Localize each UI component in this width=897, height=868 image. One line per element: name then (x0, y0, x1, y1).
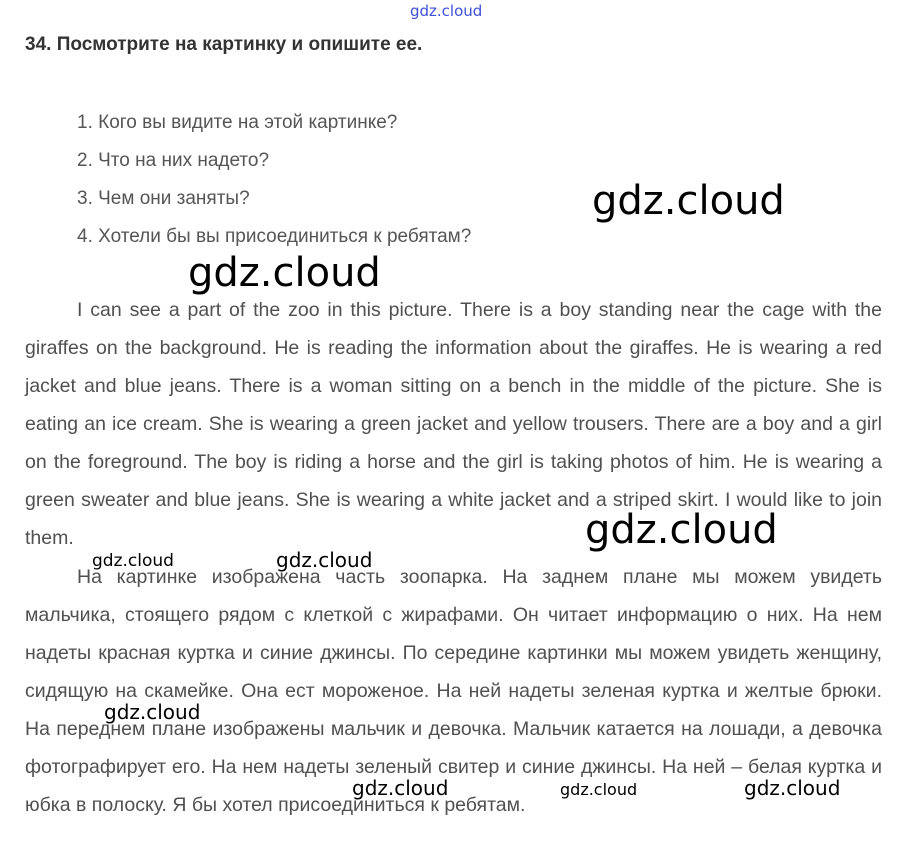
question-item: 1. Кого вы видите на этой картинке? (77, 112, 398, 133)
question-item: 4. Хотели бы вы присоединиться к ребятам? (77, 226, 472, 247)
watermark-big: gdz.cloud (585, 507, 778, 553)
watermark-small: gdz.cloud (104, 700, 201, 724)
question-item: 2. Что на них надето? (77, 150, 270, 171)
watermark-small: gdz.cloud (276, 548, 373, 572)
watermark-small: gdz.cloud (92, 551, 174, 571)
question-item: 3. Чем они заняты? (77, 188, 250, 209)
question-list (77, 110, 471, 262)
answer-russian: На картинке изображена часть зоопарка. На заднем плане мы можем увидеть мальчика, стоящего рядом с клеткой с жирафами. Он читает информацию о них. На нем надеты красная куртка и синие джинсы. По середине картинки мы можем увидеть женщину, сидящую на скамейке. Она ест мороженое. На ней надеты зеленая куртка и желтые брюки. На переднем плане изображены мальчик и девочка. Мальчик катается на лошади, а девочка фотографирует его. На нем надеты зеленый свитер и синие джинсы. На ней – белая куртка и юбка в полоску. Я бы хотел присоединиться к ребятам. (25, 566, 882, 816)
watermark-top: gdz.cloud (410, 2, 483, 20)
task-title: 34. Посмотрите на картинку и опишите ее. (25, 34, 423, 55)
watermark-small: gdz.cloud (352, 776, 449, 800)
watermark-big: gdz.cloud (188, 250, 381, 296)
watermark-small: gdz.cloud (744, 776, 841, 800)
watermark-big: gdz.cloud (592, 178, 785, 224)
watermark-small: gdz.cloud (560, 780, 638, 799)
answer-english: I can see a part of the zoo in this picture. There is a boy standing near the cage with the giraffes on the background. He is reading the information about the giraffes. He is wearing a red jacket and blue jeans. There is a woman sitting on a bench in the middle of the picture. She is eating an ice cream. She is wearing a green jacket and yellow trousers. There are a boy and a girl on the foreground. The boy is riding a horse and the girl is taking photos of him. He is wearing a green sweater and blue jeans. She is wearing a white jacket and a striped skirt. I would like to join them. (25, 299, 882, 549)
